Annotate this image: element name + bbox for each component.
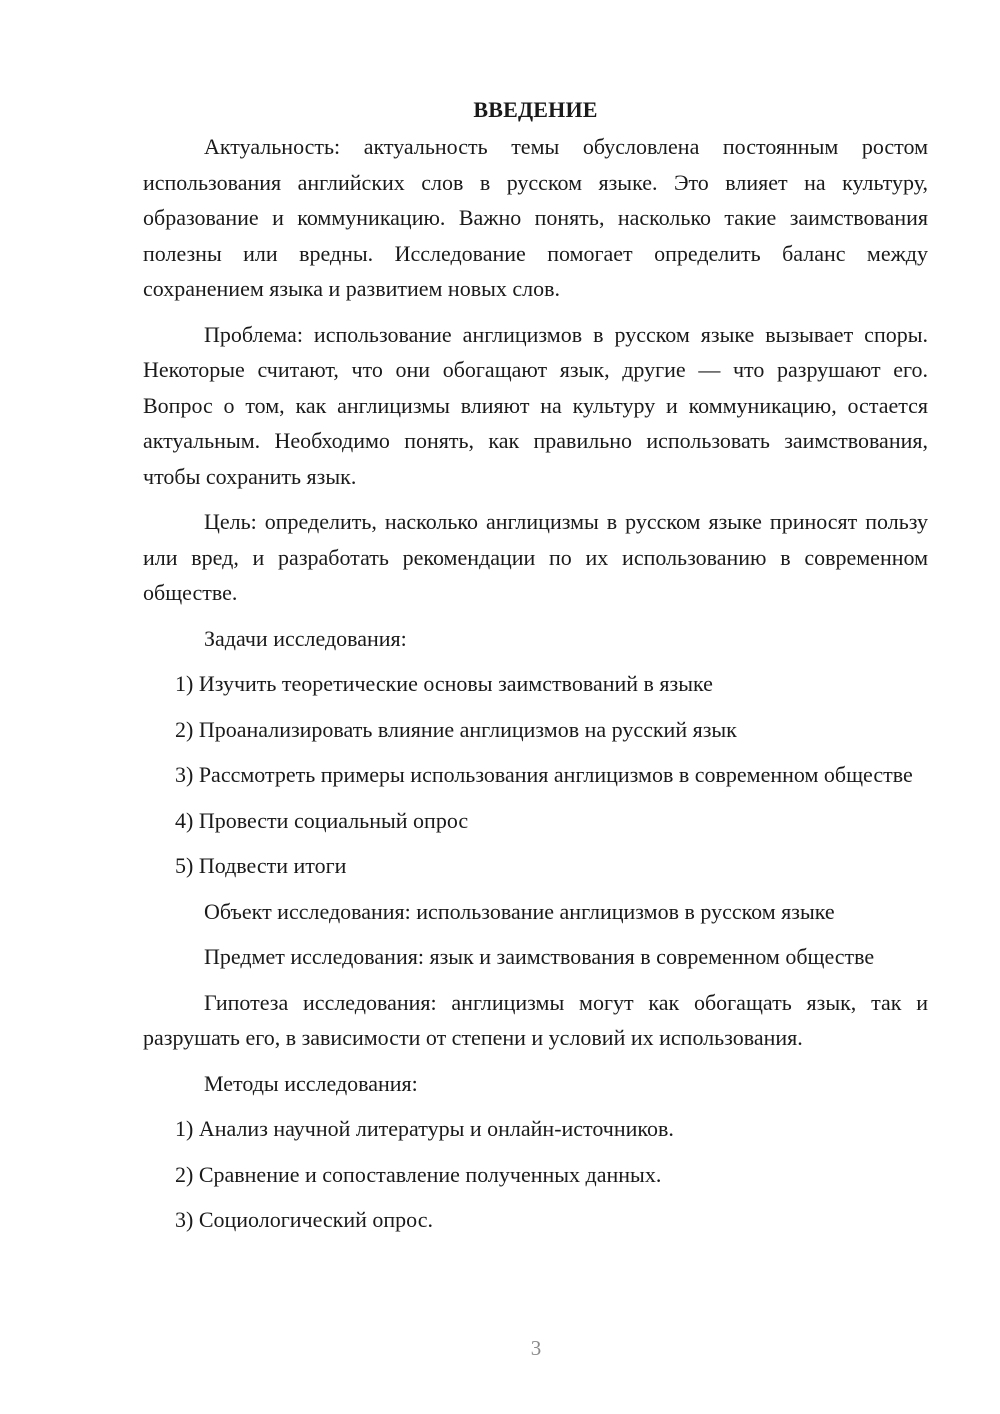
tasks-heading: Задачи исследования: <box>204 625 407 651</box>
page-content <box>143 92 928 1248</box>
list-item-task-5: 5) Подвести итоги <box>175 853 347 878</box>
list-item-task-4: 4) Провести социальный опрос <box>175 807 469 833</box>
page-number: 3 <box>530 1336 542 1360</box>
methods-heading: Методы исследования: <box>204 1070 418 1096</box>
paragraph-object: Объект исследования: использование англицизмов в русском языке <box>204 898 835 924</box>
paragraph-goal: Цель: определить, насколько англицизмы в русском языке приносят пользу или вред, и разработать рекомендации по их использованию в современном обществе. <box>143 509 928 605</box>
paragraph-subject: Предмет исследования: язык и заимствования в современном обществе <box>204 944 875 969</box>
list-item-method-3: 3) Социологический опрос. <box>175 1207 433 1232</box>
list-item-task-2: 2) Проанализировать влияние англицизмов на русский язык <box>175 716 737 742</box>
list-item-task-3: 3) Рассмотреть примеры использования англицизмов в современном обществе <box>175 762 913 787</box>
paragraph-hypothesis: Гипотеза исследования: англицизмы могут как обогащать язык, так и разрушать его, в зависимости от степени и условий их использования. <box>143 989 928 1050</box>
list-item-method-2: 2) Сравнение и сопоставление полученных данных. <box>175 1161 662 1187</box>
list-item-method-1: 1) Анализ научной литературы и онлайн-источников. <box>175 1116 674 1141</box>
list-item-task-1: 1) Изучить теоретические основы заимствований в языке <box>175 671 713 696</box>
paragraph-problem: Проблема: использование англицизмов в русском языке вызывает споры. Некоторые считают, что они обогащают язык, другие — что разрушают его. Вопрос о том, как англицизмы влияют на культуру и коммуникацию, остается актуальным. Необходимо понять, как правильно использовать заимствования, чтобы сохранить язык. <box>143 321 928 489</box>
page-title: ВВЕДЕНИЕ <box>473 97 598 122</box>
paragraph-relevance: Актуальность: актуальность темы обусловлена постоянным ростом использования английских слов в русском языке. Это влияет на культуру, образование и коммуникацию. Важно понять, насколько такие заимствования полезны или вредны. Исследование помогает определить баланс между сохранением языка и развитием новых слов. <box>143 134 928 301</box>
